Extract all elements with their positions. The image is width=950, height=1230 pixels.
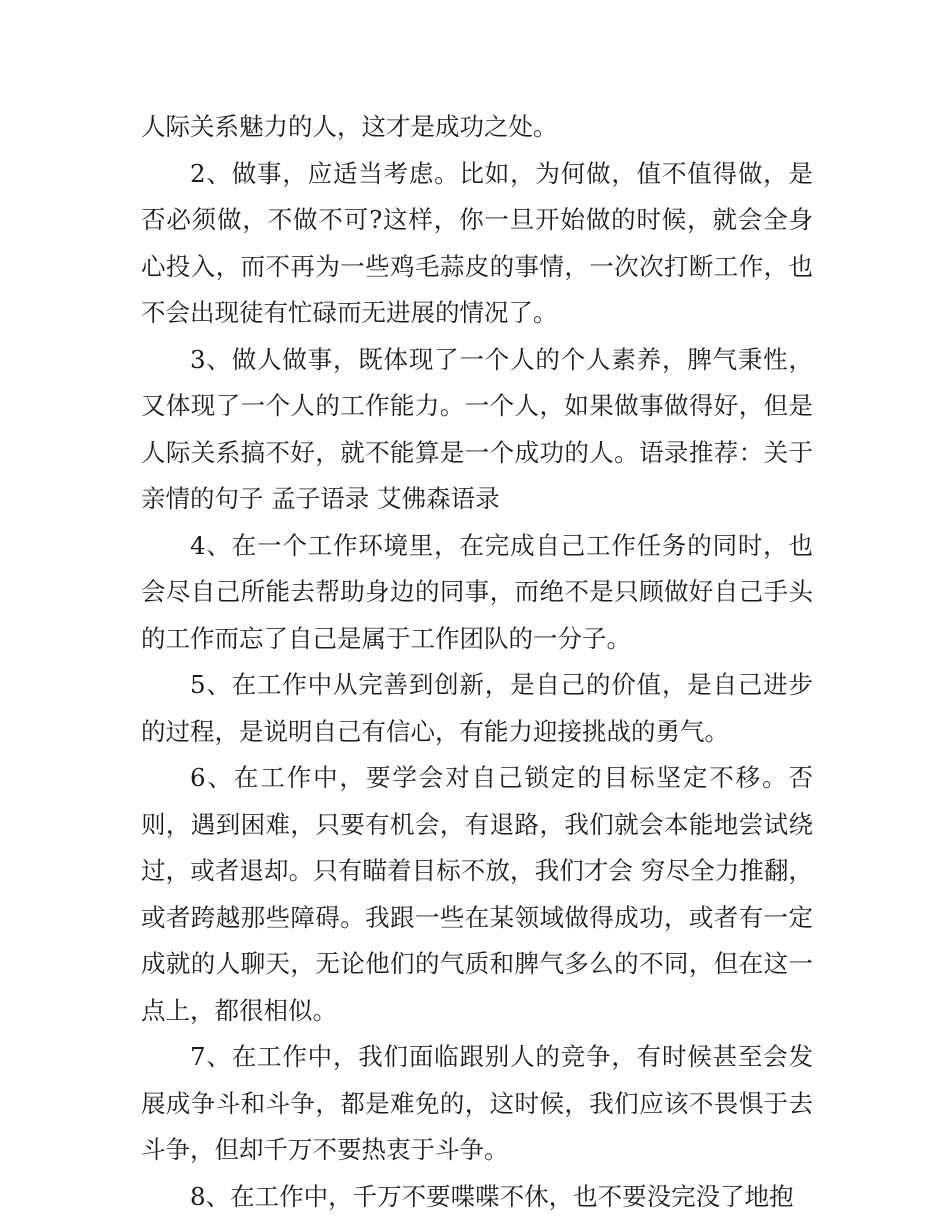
paragraph-3: 3、做人做事，既体现了一个人的个人素养，脾气秉性，又体现了一个人的工作能力。一个人，如果做事做得好，但是人际关系搞不好，就不能算是一个成功的人。语录推荐：关于亲情的句子 孟子语录 艾佛森语录	[141, 344, 813, 513]
document-page	[141, 104, 813, 1220]
paragraph-continued: 人际关系魅力的人，这才是成功之处。	[141, 112, 558, 141]
paragraph-2: 2、做事，应适当考虑。比如，为何做，值不值得做，是否必须做，不做不可?这样，你一旦开始做的时候，就会全身心投入，而不再为一些鸡毛蒜皮的事情，一次次打断工作，也不会出现徒有忙碌而无进展的情况了。	[141, 158, 813, 327]
paragraph-6: 6、在工作中，要学会对自己锁定的目标坚定不移。否则，遇到困难，只要有机会，有退路，我们就会本能地尝试绕过，或者退却。只有瞄着目标不放，我们才会 穷尽全力推翻，或者跨越那些障碍。我跟一些在某领域做得成功，或者有一定成就的人聊天，无论他们的气质和脾气多么的不同，但在这一点上，都很相似。	[141, 763, 813, 1025]
paragraph-7: 7、在工作中，我们面临跟别人的竞争，有时候甚至会发展成争斗和斗争，都是难免的，这时候，我们应该不畏惧于去斗争，但却千万不要热衷于斗争。	[141, 1042, 813, 1164]
paragraph-8: 8、在工作中，千万不要喋喋不休，也不要没完没了地抱	[190, 1181, 794, 1211]
paragraph-4: 4、在一个工作环境里，在完成自己工作任务的同时，也会尽自己所能去帮助身边的同事，而绝不是只顾做好自己手头的工作而忘了自己是属于工作团队的一分子。	[141, 530, 813, 653]
paragraph-5: 5、在工作中从完善到创新，是自己的价值，是自己进步的过程，是说明自己有信心，有能力迎接挑战的勇气。	[141, 670, 813, 746]
